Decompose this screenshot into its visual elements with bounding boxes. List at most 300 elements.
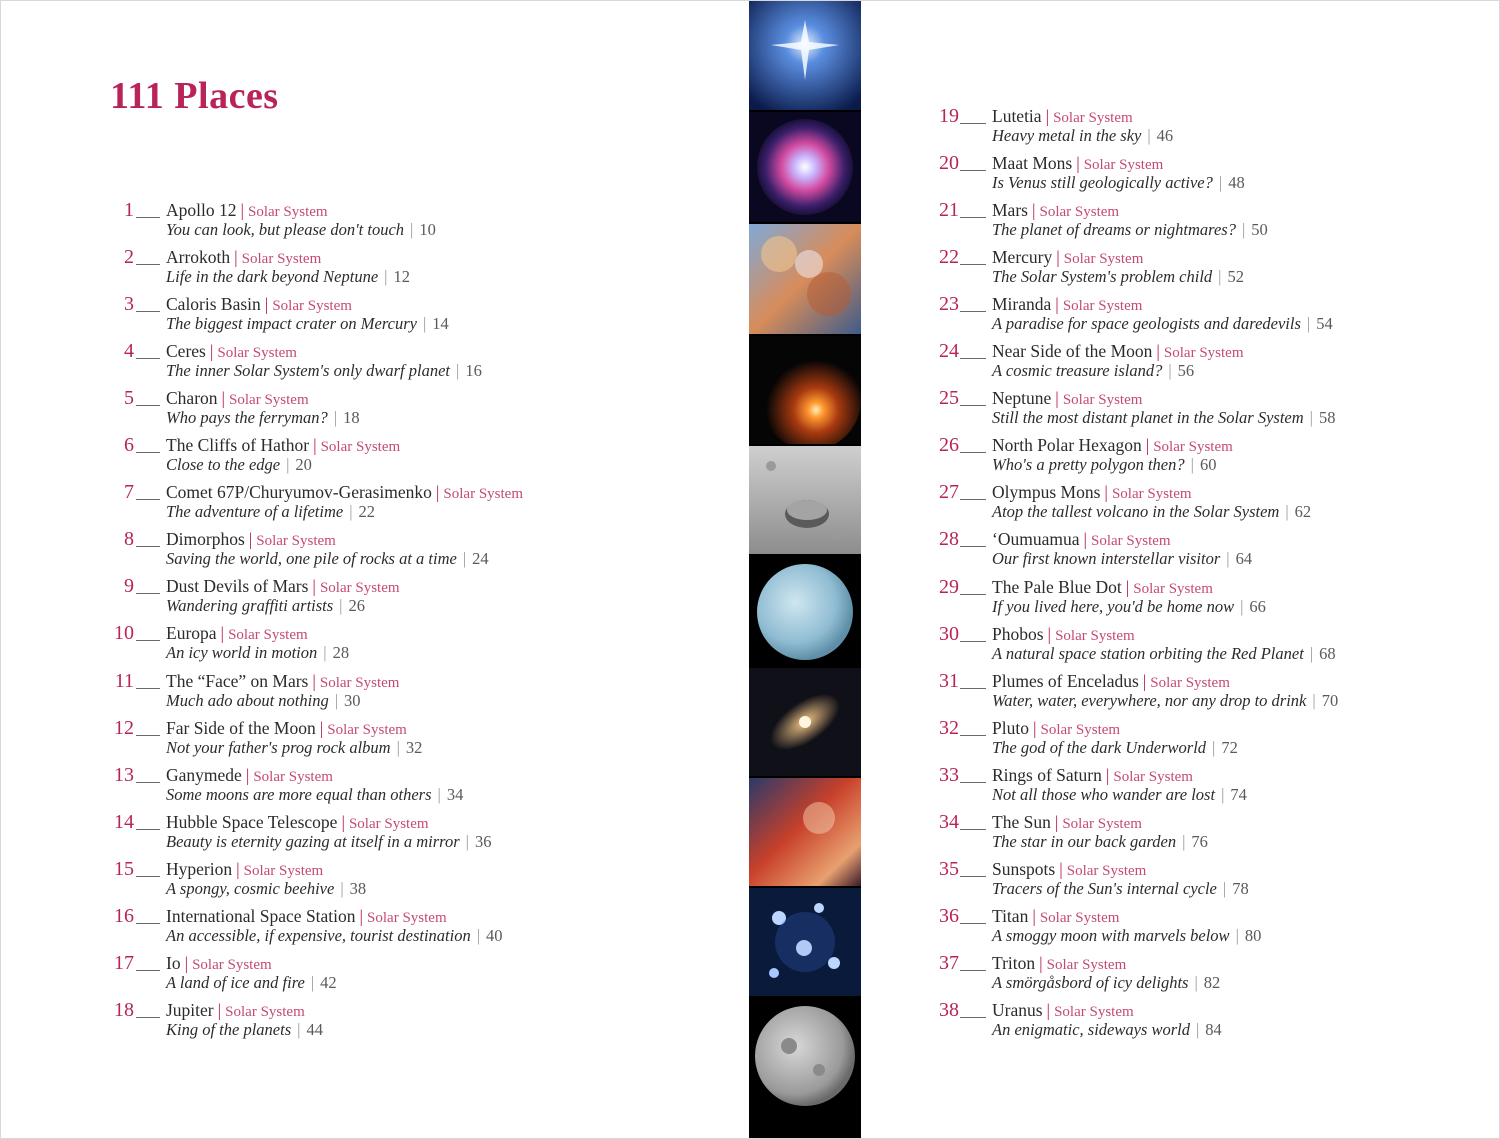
entry-page-ref (1182, 832, 1208, 851)
entry-number: 5 (124, 387, 134, 409)
entry-subtitle: An accessible, if expensive, tourist destination (166, 926, 471, 945)
category-separator: | (240, 200, 245, 220)
entry-leader-rule (960, 405, 986, 406)
toc-entry[interactable] (861, 810, 1500, 857)
entry-name: Ceres (166, 341, 206, 361)
entry-page-ref (423, 314, 449, 333)
toc-entry[interactable] (0, 857, 749, 904)
pale-blue-planet-photo (749, 556, 861, 666)
entry-title-line (166, 859, 323, 881)
entry-page-ref (1191, 455, 1217, 474)
entry-page-number: 50 (1251, 220, 1268, 239)
page-separator: | (1285, 502, 1289, 521)
category-separator: | (1059, 859, 1063, 879)
entry-title-line (166, 1000, 305, 1022)
entry-name: North Polar Hexagon (992, 435, 1142, 455)
entry-subtitle-line (992, 973, 1220, 993)
entry-title-line (166, 294, 352, 316)
entry-subtitle-line (166, 1020, 323, 1040)
entry-title-line (166, 718, 407, 740)
entry-category: Solar System (319, 675, 400, 691)
entry-subtitle-line (166, 220, 436, 240)
toc-entry[interactable] (861, 386, 1500, 433)
entry-page-ref (456, 361, 482, 380)
toc-entry[interactable] (0, 763, 749, 810)
category-separator: | (248, 529, 253, 549)
entry-leader-rule (136, 829, 160, 830)
entry-page-number: 30 (344, 691, 361, 710)
page-separator: | (410, 220, 414, 239)
entry-subtitle-line (166, 785, 463, 805)
entry-category: Solar System (367, 910, 447, 926)
toc-entry[interactable] (0, 669, 749, 716)
red-emission-nebula-photo (749, 778, 861, 886)
entry-number: 10 (114, 622, 134, 644)
page-separator: | (1241, 220, 1246, 239)
toc-entry[interactable] (0, 621, 749, 668)
entry-page-ref (335, 691, 361, 710)
entry-page-number: 36 (474, 832, 492, 851)
entry-number: 32 (939, 717, 959, 739)
entry-category: Solar System (320, 439, 401, 455)
entry-page-ref (410, 220, 436, 239)
entry-subtitle-line (166, 455, 312, 475)
page-separator: | (334, 691, 339, 710)
entry-page-ref (1226, 549, 1252, 568)
entry-page-ref (1196, 1020, 1222, 1039)
entry-subtitle: Who pays the ferryman? (166, 408, 328, 427)
entry-subtitle: Beauty is eternity gazing at itself in a mirror (166, 832, 460, 851)
entry-number: 15 (114, 858, 134, 880)
entry-title-line (166, 341, 297, 363)
entry-name: Hyperion (166, 859, 233, 879)
category-separator: | (1055, 388, 1059, 408)
entry-number: 20 (939, 152, 959, 174)
entry-subtitle-line (992, 455, 1216, 475)
toc-entry[interactable] (861, 998, 1500, 1045)
entry-subtitle: An icy world in motion (166, 643, 318, 662)
entry-number: 17 (114, 952, 134, 974)
entry-page-ref (1310, 644, 1336, 663)
entry-subtitle: An enigmatic, sideways world (992, 1020, 1190, 1039)
page-separator: | (286, 455, 290, 474)
toc-entry[interactable] (861, 527, 1500, 574)
blue-star-burst-photo (749, 0, 861, 110)
entry-page-number: 12 (393, 267, 410, 286)
entry-subtitle-line (166, 549, 489, 569)
entry-subtitle: Not all those who wander are lost (992, 785, 1216, 804)
entry-page-ref (334, 408, 360, 427)
toc-entry[interactable] (861, 622, 1500, 669)
toc-entry[interactable] (861, 669, 1500, 716)
entry-page-number: 38 (349, 879, 367, 898)
toc-entry[interactable] (861, 951, 1500, 998)
entry-name: Europa (166, 623, 217, 643)
category-separator: | (312, 576, 316, 596)
entry-subtitle: The Solar System's problem child (992, 267, 1213, 286)
entry-number: 12 (114, 717, 134, 739)
entry-page-number: 66 (1249, 597, 1266, 616)
entry-name: Plumes of Enceladus (992, 671, 1139, 691)
entry-subtitle-line (166, 691, 361, 711)
entry-number: 27 (939, 481, 959, 503)
entry-page-ref (339, 596, 365, 615)
entry-leader-rule (960, 123, 986, 124)
entry-title-line (992, 624, 1135, 646)
entry-title-line (992, 435, 1233, 457)
toc-entry[interactable] (861, 433, 1500, 480)
entry-number: 2 (124, 246, 134, 268)
page-separator: | (1235, 926, 1239, 945)
entry-subtitle-line (992, 549, 1252, 569)
entry-name: Caloris Basin (166, 294, 261, 314)
entry-subtitle: If you lived here, you'd be home now (992, 597, 1235, 616)
entry-name: Uranus (992, 1000, 1043, 1020)
toc-entry[interactable] (0, 527, 749, 574)
category-separator: | (359, 906, 364, 926)
entry-category: Solar System (1153, 439, 1233, 455)
page-separator: | (323, 643, 327, 662)
entry-leader-rule (960, 358, 986, 359)
entry-page-ref (1307, 314, 1333, 333)
entry-leader-rule (136, 688, 160, 689)
category-separator: | (1046, 1000, 1051, 1020)
entry-subtitle: The adventure of a lifetime (166, 502, 344, 521)
entry-name: Mars (992, 200, 1028, 220)
entry-subtitle: A natural space station orbiting the Red Planet (992, 644, 1304, 663)
entry-page-number: 42 (320, 973, 337, 992)
toc-entry[interactable] (861, 151, 1500, 198)
toc-entry[interactable] (861, 292, 1500, 339)
entry-title-line (992, 200, 1119, 222)
page-separator: | (1190, 455, 1194, 474)
page-separator: | (384, 267, 388, 286)
entry-number: 33 (939, 764, 959, 786)
entry-title-line (166, 200, 328, 222)
page-separator: | (1309, 408, 1313, 427)
page-separator: | (1309, 644, 1314, 663)
entry-title-line (166, 906, 447, 928)
entry-subtitle-line (992, 267, 1244, 287)
entry-category: Solar System (1039, 204, 1120, 220)
category-separator: | (313, 435, 317, 455)
entry-title-line (992, 577, 1213, 599)
toc-entry[interactable] (861, 857, 1500, 904)
entry-leader-rule (960, 688, 986, 689)
entry-number: 37 (939, 952, 959, 974)
entry-subtitle: A spongy, cosmic beehive (166, 879, 335, 898)
page-title: 111 Places (110, 75, 279, 117)
toc-entry[interactable] (0, 574, 749, 621)
entry-category: Solar System (256, 533, 336, 549)
entry-number: 24 (939, 340, 959, 362)
entry-name: Olympus Mons (992, 482, 1101, 502)
entry-page-ref (397, 738, 423, 757)
planetary-nebula-photo (749, 112, 861, 222)
category-separator: | (1031, 200, 1036, 220)
entry-subtitle-line (992, 879, 1249, 899)
entry-title-line (166, 247, 321, 269)
entry-subtitle-line (992, 738, 1238, 758)
entry-page-number: 58 (1318, 408, 1336, 427)
toc-entry[interactable] (0, 292, 749, 339)
entry-title-line (992, 671, 1230, 693)
entry-page-ref (1168, 361, 1194, 380)
entry-page-number: 60 (1199, 455, 1217, 474)
toc-entry[interactable] (0, 951, 749, 998)
entry-subtitle: Saving the world, one pile of rocks at a time (166, 549, 457, 568)
category-separator: | (1056, 247, 1060, 267)
page-separator: | (396, 738, 400, 757)
entry-name: Maat Mons (992, 153, 1073, 173)
entry-category: Solar System (1054, 1004, 1134, 1020)
entry-subtitle-line (166, 643, 349, 663)
entry-page-number: 22 (358, 502, 375, 521)
category-separator: | (1039, 953, 1043, 973)
category-separator: | (184, 953, 189, 973)
entry-category: Solar System (217, 345, 297, 361)
entry-subtitle: Tracers of the Sun's internal cycle (992, 879, 1217, 898)
entry-name: Rings of Saturn (992, 765, 1102, 785)
entry-leader-rule (960, 217, 986, 218)
entry-number: 1 (124, 199, 134, 221)
entry-number: 6 (124, 434, 134, 456)
entry-subtitle: Our first known interstellar visitor (992, 549, 1221, 568)
entry-name: Ganymede (166, 765, 242, 785)
category-separator: | (264, 294, 269, 314)
entry-number: 4 (124, 340, 134, 362)
entry-leader-rule (136, 546, 160, 547)
toc-entry[interactable] (0, 480, 749, 527)
entry-subtitle: Close to the edge (166, 455, 281, 474)
entry-page-ref (311, 973, 337, 992)
entry-page-number: 62 (1294, 502, 1312, 521)
entry-name: Jupiter (166, 1000, 214, 1020)
entry-subtitle: The star in our back garden (992, 832, 1177, 851)
category-separator: | (245, 765, 250, 785)
page-separator: | (1182, 832, 1186, 851)
entry-name: The Sun (992, 812, 1051, 832)
entry-page-ref (1219, 173, 1245, 192)
category-separator: | (1142, 671, 1147, 691)
page-separator: | (340, 879, 344, 898)
entry-category: Solar System (1039, 910, 1120, 926)
entry-number: 11 (114, 670, 134, 692)
entry-leader-rule (960, 829, 986, 830)
entry-title-line (166, 576, 400, 598)
entry-leader-rule (960, 452, 986, 453)
entry-number: 3 (124, 293, 134, 315)
entry-subtitle: The god of the dark Underworld (992, 738, 1207, 757)
entry-subtitle: The inner Solar System's only dwarf planet (166, 361, 451, 380)
entry-title-line (992, 388, 1142, 410)
toc-entry[interactable] (861, 104, 1500, 151)
entry-page-ref (1240, 597, 1266, 616)
category-separator: | (1156, 341, 1160, 361)
entry-page-number: 68 (1319, 644, 1336, 663)
entry-name: Io (166, 953, 181, 973)
entry-page-ref (438, 785, 464, 804)
entry-subtitle-line (166, 738, 422, 758)
entry-leader-rule (960, 311, 986, 312)
entry-category: Solar System (348, 816, 429, 832)
entry-title-line (166, 953, 272, 975)
entry-subtitle: Who's a pretty polygon then? (992, 455, 1185, 474)
toc-entry[interactable] (861, 904, 1500, 951)
entry-subtitle-line (166, 314, 449, 334)
toc-entry[interactable] (861, 339, 1500, 386)
entry-category: Solar System (1062, 816, 1142, 832)
toc-entry[interactable] (861, 245, 1500, 292)
entry-page-number: 44 (306, 1020, 323, 1039)
entry-page-ref (466, 832, 492, 851)
page-separator: | (297, 1020, 301, 1039)
entry-subtitle: Water, water, everywhere, nor any drop to drink (992, 691, 1307, 710)
entry-title-line (166, 388, 309, 410)
entry-title-line (992, 482, 1192, 504)
entry-subtitle-line (166, 596, 365, 616)
entry-page-ref (323, 643, 349, 662)
toc-entry[interactable] (0, 339, 749, 386)
category-separator: | (1125, 577, 1130, 597)
page-separator: | (462, 549, 467, 568)
entry-title-line (992, 765, 1193, 787)
entry-name: Sunspots (992, 859, 1056, 879)
category-separator: | (1047, 624, 1052, 644)
entry-page-number: 64 (1235, 549, 1253, 568)
entry-page-number: 18 (343, 408, 360, 427)
page-separator: | (1306, 314, 1311, 333)
entry-name: Neptune (992, 388, 1052, 408)
entry-name: Apollo 12 (166, 200, 237, 220)
entry-subtitle: Heavy metal in the sky (992, 126, 1142, 145)
entry-page-ref (349, 502, 375, 521)
entry-leader-rule (136, 217, 160, 218)
entry-category: Solar System (229, 392, 309, 408)
entry-page-number: 32 (405, 738, 423, 757)
entry-name: Phobos (992, 624, 1044, 644)
entry-category: Solar System (241, 251, 322, 267)
toc-entry[interactable] (0, 433, 749, 480)
toc-entry[interactable] (861, 198, 1500, 245)
entry-page-number: 56 (1177, 361, 1195, 380)
entry-number: 30 (939, 623, 959, 645)
entry-number: 31 (939, 670, 959, 692)
entry-page-number: 26 (348, 596, 365, 615)
toc-entry[interactable] (0, 245, 749, 292)
entry-page-number: 78 (1232, 879, 1249, 898)
entry-page-ref (463, 549, 489, 568)
entry-category: Solar System (243, 863, 324, 879)
toc-entry[interactable] (861, 763, 1500, 810)
page-separator: | (333, 408, 338, 427)
toc-entry[interactable] (861, 716, 1500, 763)
entry-subtitle-line (992, 173, 1245, 193)
entry-subtitle: A paradise for space geologists and daredevils (992, 314, 1301, 333)
toc-entry[interactable] (861, 480, 1500, 527)
page-separator: | (1168, 361, 1172, 380)
entry-title-line (992, 718, 1120, 740)
entry-page-ref (1194, 973, 1220, 992)
entry-subtitle: You can look, but please don't touch (166, 220, 405, 239)
entry-subtitle: A cosmic treasure island? (992, 361, 1163, 380)
barred-spiral-galaxy-photo (749, 668, 861, 776)
category-separator: | (341, 812, 345, 832)
toc-entry[interactable] (0, 386, 749, 433)
entry-page-number: 16 (465, 361, 482, 380)
page-separator: | (476, 926, 481, 945)
entry-leader-rule (960, 499, 986, 500)
category-separator: | (1055, 294, 1059, 314)
entry-name: Triton (992, 953, 1036, 973)
photo-strip (749, 0, 861, 1139)
entry-category: Solar System (1111, 486, 1192, 502)
grey-moon-photo (749, 998, 861, 1139)
toc-entry[interactable] (0, 198, 749, 245)
entry-subtitle: Life in the dark beyond Neptune (166, 267, 379, 286)
entry-page-number: 84 (1205, 1020, 1222, 1039)
entry-category: Solar System (1113, 769, 1193, 785)
orange-galaxy-core-photo (749, 336, 861, 444)
category-separator: | (220, 623, 225, 643)
entry-page-ref (384, 267, 410, 286)
entry-subtitle-line (166, 502, 375, 522)
toc-entry[interactable] (0, 810, 749, 857)
entry-category: Solar System (225, 1004, 305, 1020)
entry-name: The Cliffs of Hathor (166, 435, 310, 455)
entry-name: ‘Oumuamua (992, 529, 1080, 549)
entry-category: Solar System (1150, 675, 1230, 691)
entry-category: Solar System (1055, 628, 1135, 644)
page-separator: | (1194, 973, 1198, 992)
entry-subtitle-line (992, 126, 1173, 146)
entry-category: Solar System (1046, 957, 1127, 973)
entry-leader-rule (136, 358, 160, 359)
entry-leader-rule (136, 970, 160, 971)
entry-name: Comet 67P/Churyumov-Gerasimenko (166, 482, 432, 502)
entry-leader-rule (136, 735, 160, 736)
entry-subtitle-line (166, 408, 360, 428)
grey-crater-surface-photo (749, 446, 861, 554)
entry-number: 13 (114, 764, 134, 786)
entry-subtitle: A smörgåsbord of icy delights (992, 973, 1189, 992)
toc-entry[interactable] (861, 575, 1500, 622)
category-separator: | (236, 859, 240, 879)
entry-number: 16 (114, 905, 134, 927)
entry-name: International Space Station (166, 906, 356, 926)
page-separator: | (1212, 738, 1216, 757)
entry-subtitle-line (992, 832, 1208, 852)
page-separator: | (310, 973, 315, 992)
entry-title-line (166, 812, 429, 834)
toc-entry[interactable] (0, 904, 749, 951)
entry-subtitle: King of the planets (166, 1020, 292, 1039)
entry-leader-rule (136, 1017, 160, 1018)
category-separator: | (1045, 106, 1050, 126)
entry-category: Solar System (1062, 392, 1143, 408)
entry-page-number: 80 (1244, 926, 1262, 945)
entry-page-ref (1285, 502, 1311, 521)
entry-leader-rule (136, 405, 160, 406)
entry-category: Solar System (1062, 298, 1143, 314)
entry-title-line (992, 812, 1142, 834)
toc-entry[interactable] (0, 716, 749, 763)
entry-number: 34 (939, 811, 959, 833)
toc-entry[interactable] (0, 998, 749, 1045)
entry-category: Solar System (1053, 110, 1133, 126)
entry-title-line (166, 482, 523, 504)
entry-leader-rule (136, 499, 160, 500)
